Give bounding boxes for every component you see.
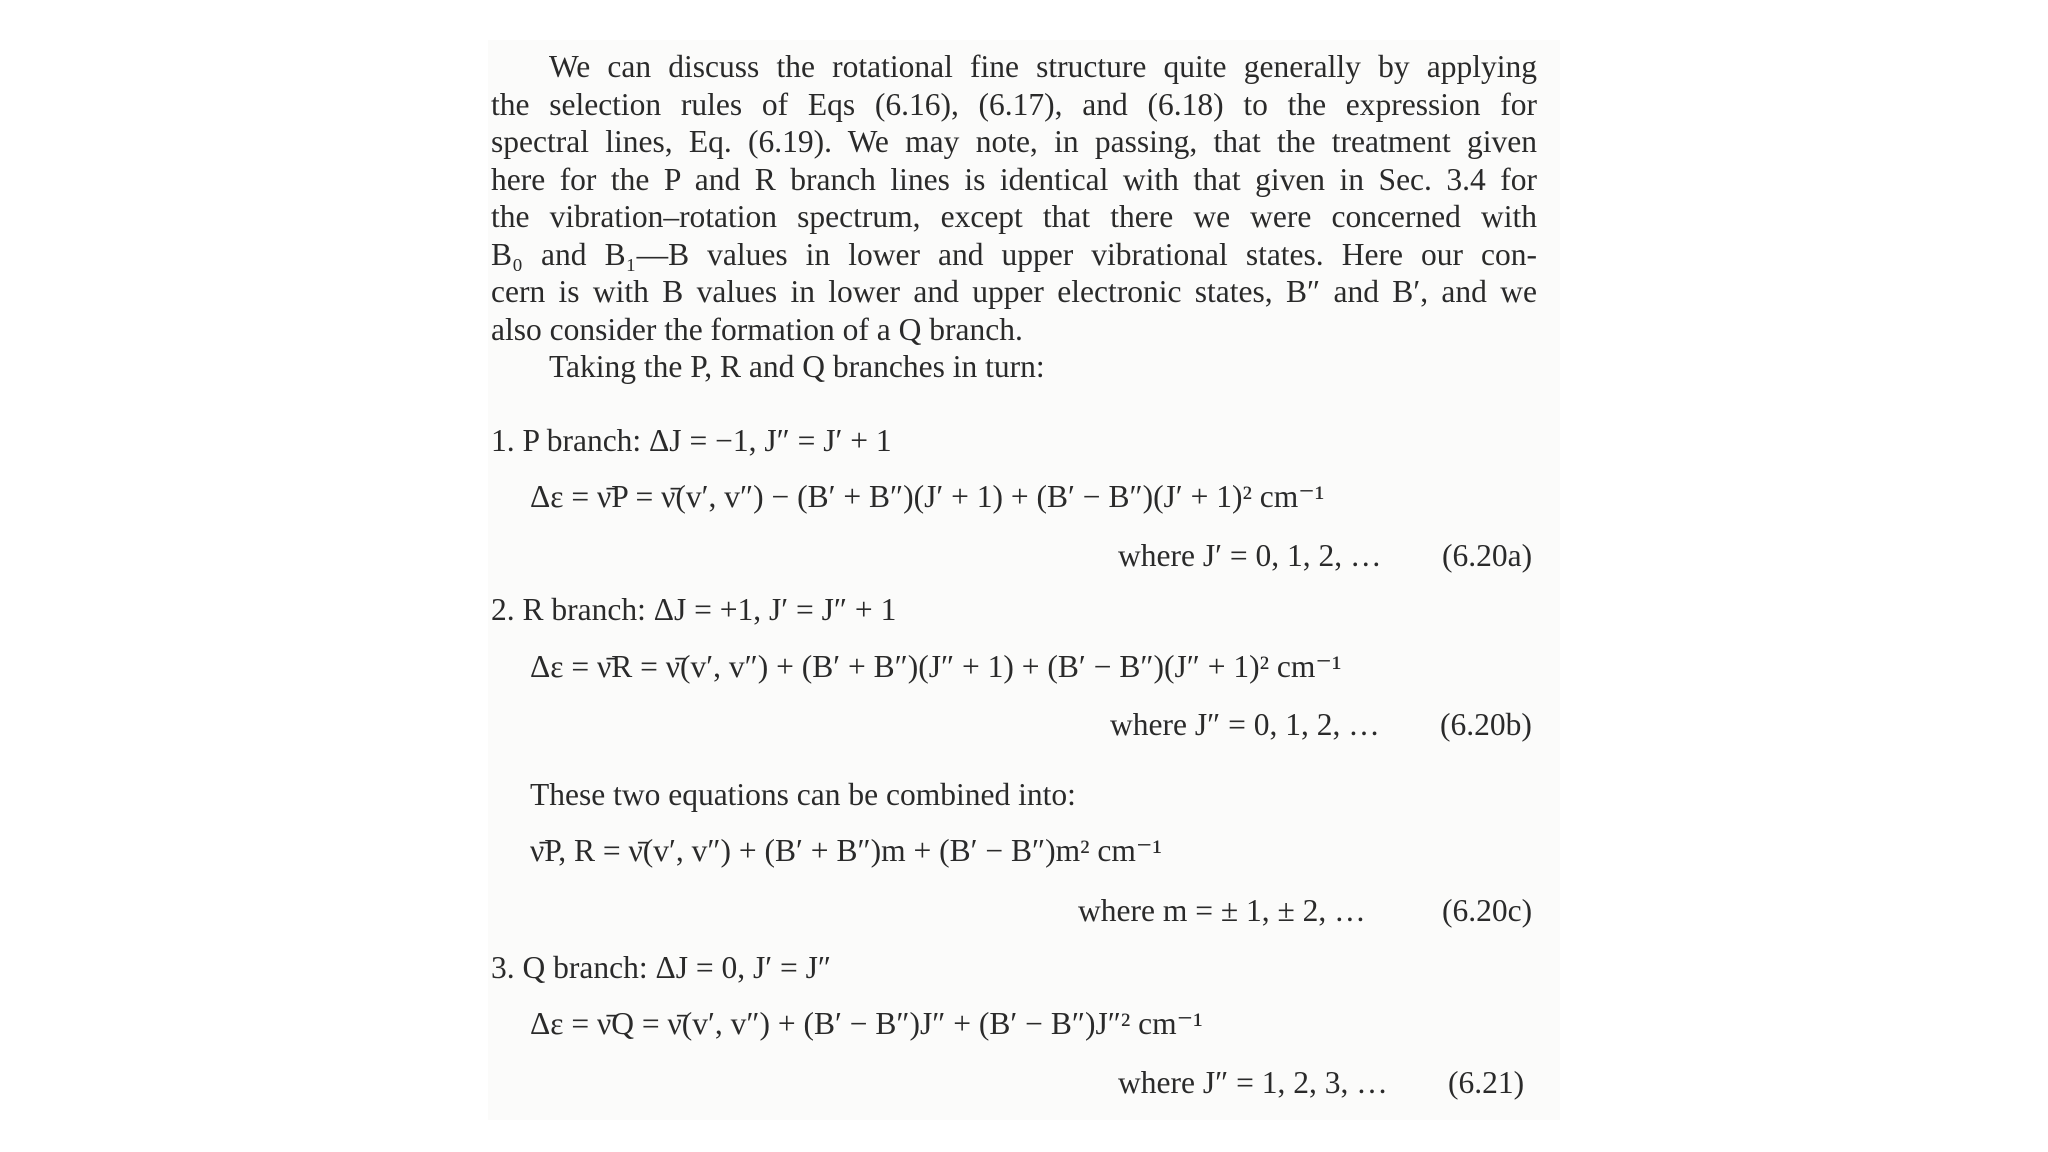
r-branch-heading: 2. R branch: ΔJ = +1, J′ = J″ + 1 bbox=[491, 592, 897, 627]
p-branch-equation: Δε = ν̄P = ν̄(v′, v″) − (B′ + B″)(J′ + 1) + (B′ − B″)(J′ + 1)² cm⁻¹ bbox=[530, 479, 1325, 514]
paragraph-line: also consider the formation of a Q branch. bbox=[491, 311, 1023, 347]
paragraph-line: spectral lines, Eq. (6.19). We may note, in passing, that the treatment given bbox=[491, 124, 1537, 159]
combined-label: (6.20c) bbox=[1442, 893, 1533, 928]
q-branch-where: where J″ = 1, 2, 3, … bbox=[1118, 1065, 1388, 1100]
body-paragraph bbox=[491, 48, 1537, 386]
r-branch-equation: Δε = ν̄R = ν̄(v′, v″) + (B′ + B″)(J″ + 1) + (B′ − B″)(J″ + 1)² cm⁻¹ bbox=[530, 649, 1342, 684]
intro-line: Taking the P, R and Q branches in turn: bbox=[549, 349, 1045, 384]
p-branch-where: where J′ = 0, 1, 2, … bbox=[1118, 538, 1382, 573]
p-branch-heading: 1. P branch: ΔJ = −1, J″ = J′ + 1 bbox=[491, 423, 892, 458]
combined-intro: These two equations can be combined into: bbox=[530, 777, 1076, 812]
q-branch-heading: 3. Q branch: ΔJ = 0, J′ = J″ bbox=[491, 950, 832, 985]
q-branch-label: (6.21) bbox=[1448, 1065, 1525, 1100]
p-branch-label: (6.20a) bbox=[1442, 538, 1533, 573]
paragraph-line: B₀ and B₁—B values in lower and upper vibrational states. Here our con- bbox=[491, 236, 1537, 272]
combined-where: where m = ± 1, ± 2, … bbox=[1078, 893, 1366, 928]
r-branch-label: (6.20b) bbox=[1440, 707, 1532, 742]
r-branch-where: where J″ = 0, 1, 2, … bbox=[1110, 707, 1380, 742]
q-branch-equation: Δε = ν̄Q = ν̄(v′, v″) + (B′ − B″)J″ + (B′ − B″)J″² cm⁻¹ bbox=[530, 1006, 1203, 1041]
paragraph-line: the selection rules of Eqs (6.16), (6.17), and (6.18) to the expression for bbox=[491, 86, 1537, 122]
paragraph-line: here for the P and R branch lines is identical with that given in Sec. 3.4 for bbox=[491, 161, 1537, 197]
paragraph-line: cern is with B values in lower and upper electronic states, B″ and B′, and we bbox=[491, 274, 1537, 309]
combined-equation: ν̄P, R = ν̄(v′, v″) + (B′ + B″)m + (B′ − B″)m² cm⁻¹ bbox=[530, 833, 1162, 868]
paragraph-line: the vibration–rotation spectrum, except that there we were concerned with bbox=[491, 199, 1537, 234]
paragraph-line: We can discuss the rotational fine structure quite generally by applying bbox=[549, 49, 1537, 84]
